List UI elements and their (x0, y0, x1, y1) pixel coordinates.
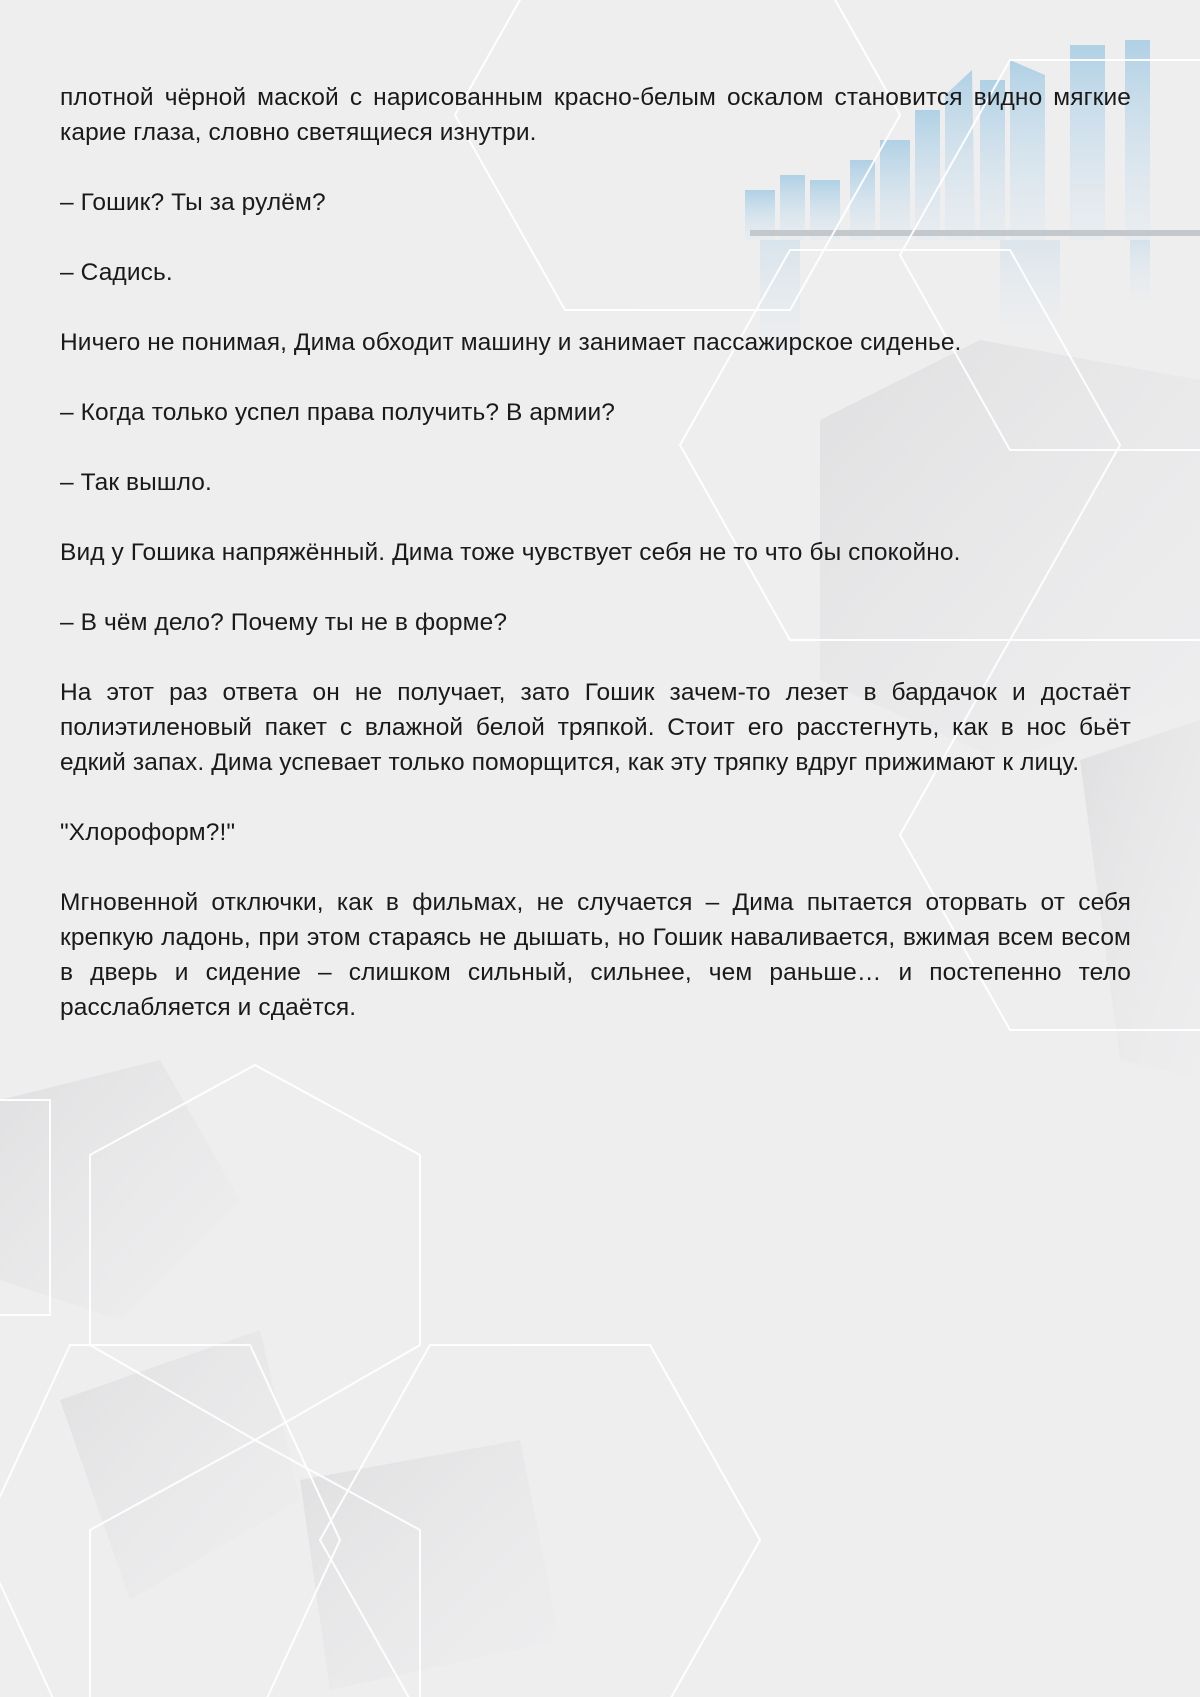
paragraph-mask-eyes: плотной чёрной маской с нарисованным красно-белым оскалом становится видно мягкие карие глаза, словно светящиеся изнутри. (60, 84, 1131, 146)
paragraph-tense: Вид у Гошика напряжённый. Дима тоже чувствует себя не то что бы спокойно. (60, 539, 961, 566)
paragraph-passenger-seat: Ничего не понимая, Дима обходит машину и занимает пассажирское сиденье. (60, 329, 962, 356)
dialogue-line-license: – Когда только успел права получить? В армии? (60, 399, 616, 426)
paragraph-rag: На этот раз ответа он не получает, зато Гошик зачем-то лезет в бардачок и достаёт полиэтиленовый пакет с влажной белой тряпкой. Стоит его расстегнуть, как в нос бьёт едкий запах. Дима успевает только поморщится, как эту тряпку вдруг прижимают к лицу. (60, 679, 1131, 776)
dialogue-line-happened: – Так вышло. (60, 469, 212, 496)
paragraph-struggle: Мгновенной отключки, как в фильмах, не случается – Дима пытается оторвать от себя крепкую ладонь, при этом стараясь не дышать, но Гошик наваливается, вжимая всем весом в дверь и сидение – слишком сильный, сильнее, чем раньше… и постепенно тело расслабляется и сдаётся. (60, 889, 1131, 1021)
dialogue-line-driving: – Гошик? Ты за рулём? (60, 189, 326, 216)
thought-line-chloroform: "Хлороформ?!" (60, 819, 236, 846)
dialogue-line-sit: – Садись. (60, 259, 173, 286)
dialogue-line-uniform: – В чём дело? Почему ты не в форме? (60, 609, 508, 636)
document-body (60, 80, 1131, 1060)
